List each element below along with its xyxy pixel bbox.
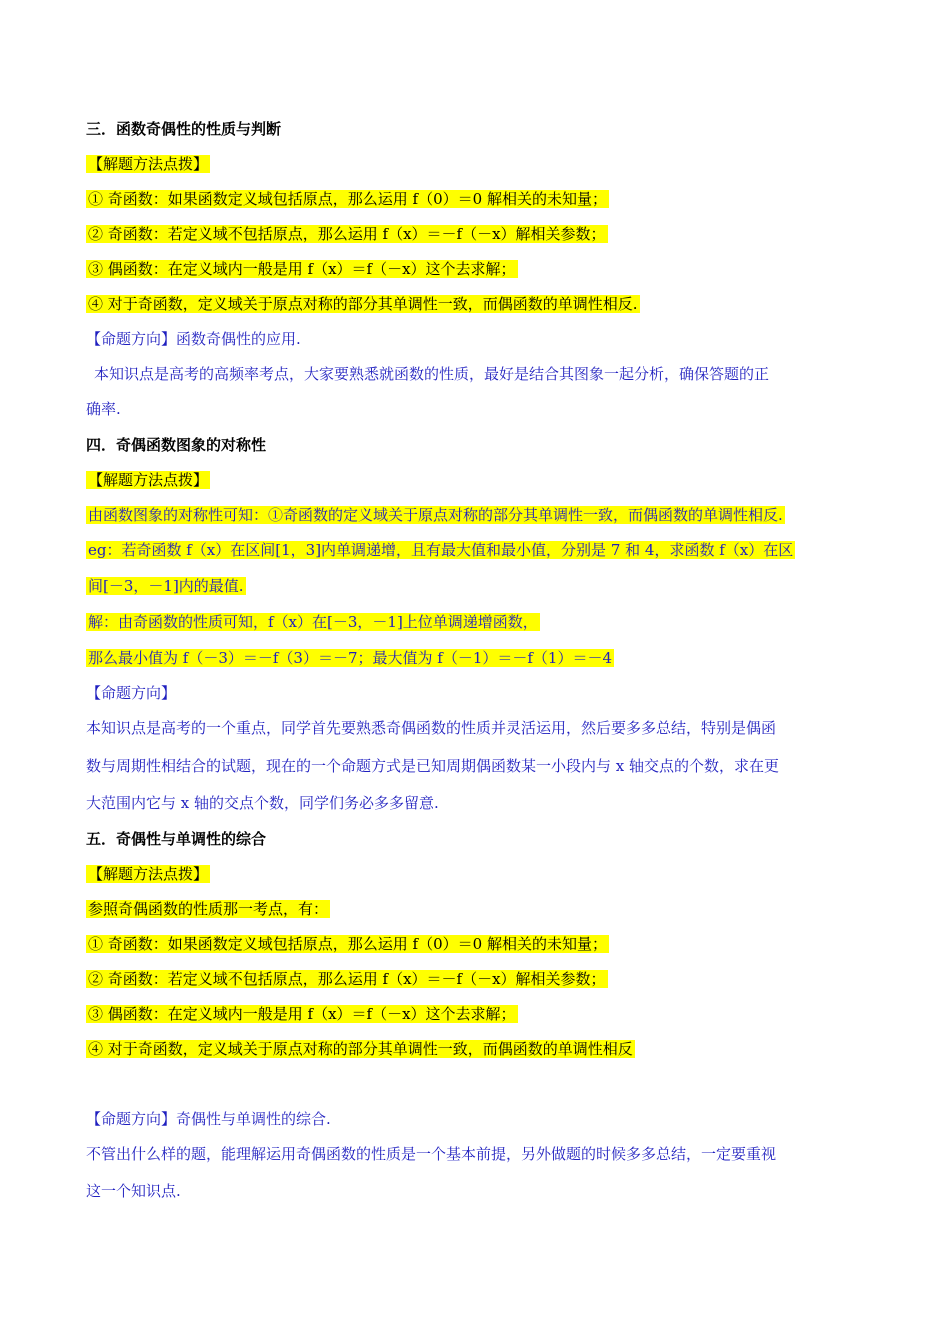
section-3-paragraph-line-1: 本知识点是高考的高频率考点，大家要熟悉就函数的性质，最好是结合其图象一起分析，确保答题的正 [94,365,770,383]
section-5-title: 五．奇偶性与单调性的综合 [86,830,267,848]
section-5-direction-text: 奇偶性与单调性的综合. [176,1110,331,1128]
section-4-line-3: 间[－3，－1]内的最值. [88,577,244,595]
section-5-item-3: ③ 偶函数：在定义域内一般是用 f（x）＝f（－x）这个去求解； [88,1005,516,1023]
section-5-tip-label: 【解题方法点拨】 [88,865,209,883]
section-4-tip-label: 【解题方法点拨】 [88,471,209,489]
section-3-direction-text: 函数奇偶性的应用. [176,330,301,348]
section-5-direction-label: 【命题方向】 [86,1110,177,1128]
section-4-paragraph-line-1: 本知识点是高考的一个重点，同学首先要熟悉奇偶函数的性质并灵活运用，然后要多多总结，特别是偶函 [86,719,777,737]
section-5-item-1: ① 奇函数：如果函数定义域包括原点，那么运用 f（0）＝0 解相关的未知量； [88,935,607,953]
section-3-paragraph-line-2: 确率. [86,400,121,418]
section-3-tip-label: 【解题方法点拨】 [88,155,209,173]
section-5-item-2: ② 奇函数：若定义域不包括原点，那么运用 f（x）＝－f（－x）解相关参数； [88,970,606,988]
section-4-line-2: eg：若奇函数 f（x）在区间[1，3]内单调递增，且有最大值和最小值，分别是 7 和 4，求函数 f（x）在区 [88,541,794,559]
section-5-paragraph-line-2: 这一个知识点. [86,1182,181,1200]
section-3-item-1: ① 奇函数：如果函数定义域包括原点，那么运用 f（0）＝0 解相关的未知量； [88,190,607,208]
section-4-direction-label: 【命题方向】 [86,684,177,702]
section-3-item-4: ④ 对于奇函数，定义域关于原点对称的部分其单调性一致，而偶函数的单调性相反. [88,295,638,313]
section-3-title: 三．函数奇偶性的性质与判断 [86,120,282,138]
section-5-intro: 参照奇偶函数的性质那一考点，有： [88,900,329,918]
section-4-title: 四．奇偶函数图象的对称性 [86,436,267,454]
section-4-paragraph-line-2: 数与周期性相结合的试题，现在的一个命题方式是已知周期偶函数某一小段内与 x 轴交点的个数，求在更 [86,757,780,775]
section-4-line-4: 解：由奇函数的性质可知，f（x）在[－3，－1]上位单调递增函数， [88,613,538,631]
section-4-paragraph-line-3: 大范围内它与 x 轴的交点个数，同学们务必多多留意. [86,794,439,812]
section-4-line-5: 那么最小值为 f（－3）＝－f（3）＝－7；最大值为 f（－1）＝－f（1）＝－4 [88,649,613,667]
section-5-item-4: ④ 对于奇函数，定义域关于原点对称的部分其单调性一致，而偶函数的单调性相反 [88,1040,633,1058]
section-3-item-2: ② 奇函数：若定义域不包括原点，那么运用 f（x）＝－f（－x）解相关参数； [88,225,606,243]
section-3-direction-label: 【命题方向】 [86,330,177,348]
section-5-paragraph-line-1: 不管出什么样的题，能理解运用奇偶函数的性质是一个基本前提，另外做题的时候多多总结，一定要重视 [86,1145,777,1163]
section-4-line-1: 由函数图象的对称性可知：①奇函数的定义域关于原点对称的部分其单调性一致，而偶函数的单调性相反. [88,506,783,524]
section-3-item-3: ③ 偶函数：在定义域内一般是用 f（x）＝f（－x）这个去求解； [88,260,516,278]
